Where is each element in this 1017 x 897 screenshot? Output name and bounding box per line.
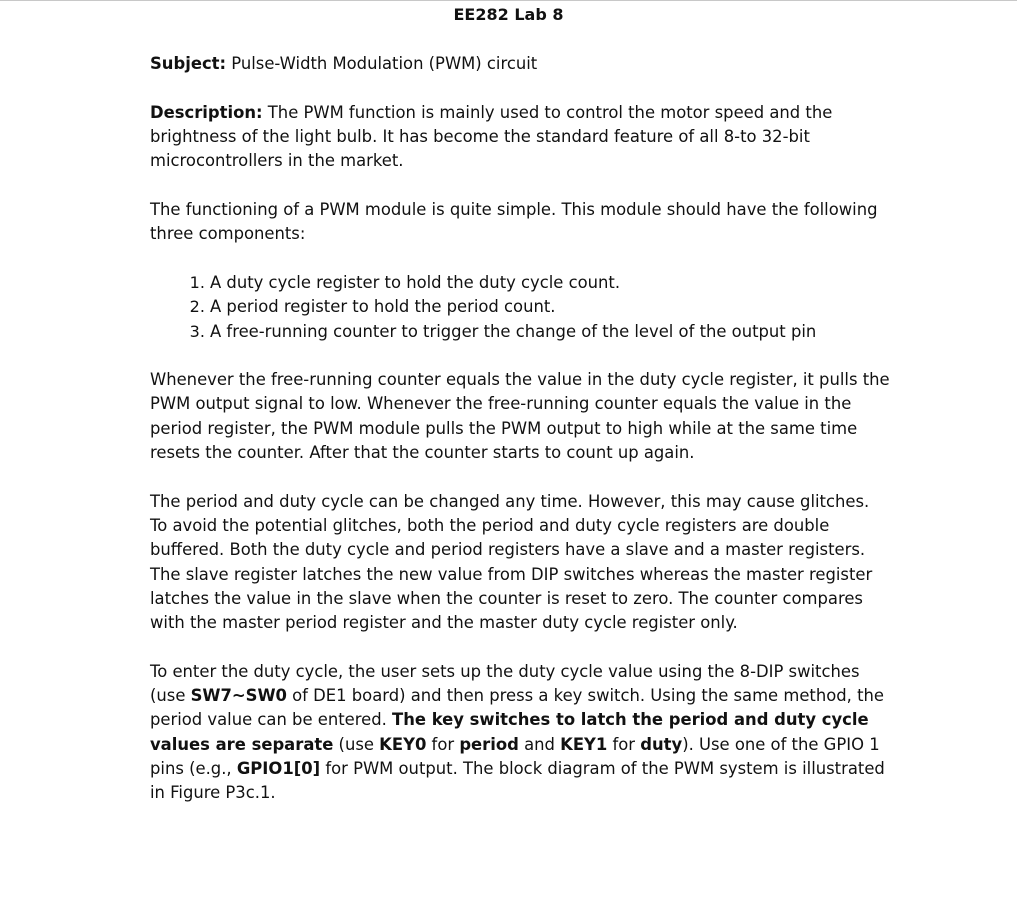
text-run: and <box>518 734 561 754</box>
intro-paragraph: The functioning of a PWM module is quite simple. This module should have the following three components: <box>150 200 878 244</box>
double-buffer-paragraph: The period and duty cycle can be changed any time. However, this may cause glitches. To avoid the potential glitches, both the period and duty cycle registers are double buffered. Both the duty cycle and period registers have a slave and a master registers. The slave register latches the new value from DIP switches whereas the master register latches the value in the slave when the counter is reset to zero. The counter compares with the master period register and the master duty cycle register only. <box>150 491 873 633</box>
description-label: Description: <box>150 102 263 122</box>
text-run: of DE1 board) and then press a key switch. Using the same method, the period value can be entered. <box>150 686 884 730</box>
enter-values-paragraph <box>150 660 890 806</box>
text-run: ). Use one of the GPIO 1 pins (e.g., <box>150 734 880 778</box>
bold-run: SW7~SW0 <box>190 686 287 706</box>
bold-run: GPIO1[0] <box>236 758 321 778</box>
subject-text: Pulse-Width Modulation (PWM) circuit <box>226 54 538 73</box>
text-run: for <box>426 734 460 754</box>
bold-run: period <box>459 734 519 754</box>
list-item: 1. A duty cycle register to hold the duty cycle count. <box>210 271 890 295</box>
bold-run: The key switches to latch the period and duty cycle values are separate <box>150 710 869 754</box>
list-item: 3. A free-running counter to trigger the change of the level of the output pin <box>210 320 890 344</box>
list-item: 2. A period register to hold the period count. <box>210 295 890 319</box>
subject-label: Subject: <box>150 54 227 73</box>
bold-run: KEY1 <box>560 734 608 754</box>
text-run: To enter the duty cycle, the user sets up the duty cycle value using the 8-DIP switches (use <box>150 661 860 706</box>
text-run: for PWM output. The block diagram of the PWM system is illustrated in Figure P3c.1. <box>150 758 885 803</box>
components-list <box>150 271 890 344</box>
counter-paragraph: Whenever the free-running counter equals the value in the duty cycle register, it pulls the PWM output signal to low. Whenever the free-running counter equals the value in the period register, the PWM module pulls the PWM output to high while at the same time resets the counter. After that the counter starts to count up again. <box>150 370 890 463</box>
text-run: (use <box>333 734 380 754</box>
bold-run: duty <box>640 734 683 754</box>
bold-run: KEY0 <box>379 734 427 754</box>
description-paragraph <box>150 101 890 174</box>
subject-paragraph <box>150 52 890 76</box>
description-text: The PWM function is mainly used to control the motor speed and the brightness of the light bulb. It has become the standard feature of all 8-to 32-bit microcontrollers in the market. <box>150 102 833 171</box>
page-top-rule <box>0 0 1017 1</box>
text-run: for <box>607 734 641 754</box>
document-body <box>150 52 890 830</box>
page-title: EE282 Lab 8 <box>453 5 564 24</box>
